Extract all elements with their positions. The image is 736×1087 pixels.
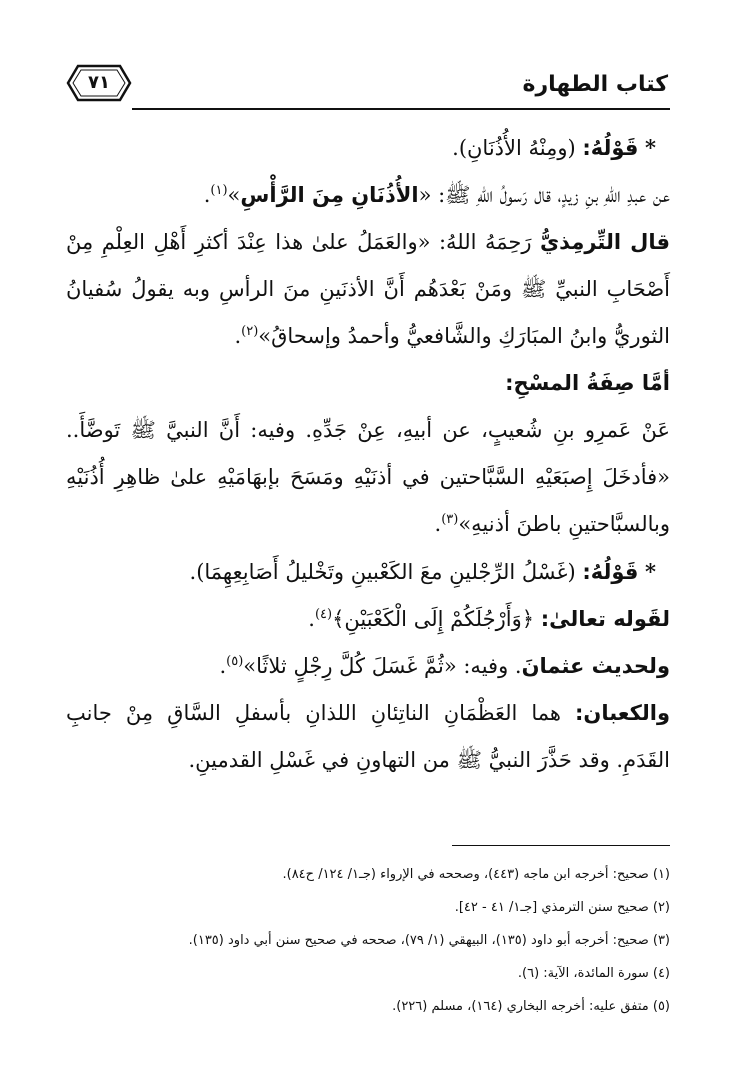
paragraph-end: . <box>203 183 211 207</box>
paragraph-label: قَوْلُهُ: <box>582 136 639 160</box>
footnote-4: (٤) سورة المائدة، الآية: (٦). <box>517 966 670 981</box>
paragraph-text: (ومِنْهُ الأُذُنَانِ). <box>452 136 576 160</box>
footnote-ref: (٣) <box>441 512 459 527</box>
section-heading <box>66 360 670 407</box>
bullet-star: * <box>645 135 656 160</box>
bullet-star: * <box>645 559 656 584</box>
paragraph-hadith-1 <box>66 172 670 219</box>
paragraph-label: ولحديث عثمانَ <box>521 654 670 678</box>
quran-verse: ﴿وَأَرْجُلَكُمْ إِلَى الْكَعْبَيْنِ﴾ <box>332 607 535 631</box>
paragraph-ankles <box>66 690 670 784</box>
page-number: ٧١ <box>88 72 110 93</box>
paragraph-end: . <box>234 324 242 348</box>
footnote-5: (٥) متفق عليه: أخرجه البخاري (١٦٤)، مسلم (٢٢٦). <box>392 999 670 1014</box>
footnotes <box>66 858 670 1023</box>
paragraph-uthman <box>66 643 670 690</box>
page-header <box>66 62 670 116</box>
footnote-ref: (٤) <box>314 607 333 622</box>
paragraph-text: عن عبدِ اللهِ بنِ زيدٍ، قال رَسولُ اللهِ ﷺ: « <box>418 183 670 207</box>
footnote-2: (٢) صحيح سنن الترمذي [جـ١/ ٤١ - ٤٢]. <box>454 900 670 915</box>
paragraph-quote-2 <box>66 548 670 596</box>
paragraph-label: والكعبان: <box>575 701 670 725</box>
main-text <box>66 124 670 784</box>
paragraph-quote-1 <box>66 124 670 172</box>
footnote-1: (١) صحيح: أخرجه ابن ماجه (٤٤٣)، وصححه في الإرواء (جـ١/ ١٢٤/ ح٨٤). <box>282 867 670 882</box>
paragraph-hadith-2 <box>66 407 670 548</box>
paragraph-end: . <box>308 607 315 631</box>
hadith-quote: الأُذُنَانِ مِنَ الرَّأْسِ <box>240 183 419 207</box>
footnote-ref: (٥) <box>226 654 244 669</box>
paragraph-text: رَحِمَهُ اللهُ: «والعَمَلُ علىٰ هذا عِنْدَ أكثرِ أَهْلِ العِلْمِ مِنْ أَصْحَابِ النبيِّ ﷺ ومَنْ بَعْدَهُم أَنَّ الأذنَينِ منَ الرأسِ وبه يقولُ سُفيانُ الثوريُّ وابنُ المبَارَكِ والشَّافعيُّ وأحمدُ وإسحاقُ» <box>66 230 670 348</box>
paragraph-text: . وفيه: «ثُمَّ غَسَلَ كُلَّ رِجْلٍ ثلاثًا» <box>243 654 522 678</box>
header-divider <box>132 108 670 110</box>
footnote-3: (٣) صحيح: أخرجه أبو داود (١٣٥)، البيهقي (١/ ٧٩)، صححه في صحيح سنن أبي داود (١٣٥). <box>188 933 670 948</box>
chapter-title: كتاب الطهارة <box>522 72 668 97</box>
paragraph-end: . <box>434 512 442 536</box>
paragraph-text: عَنْ عَمرِو بنِ شُعيبٍ، عن أبيهِ، عِنْ جَدِّهِ. وفيه: أَنَّ النبيَّ ﷺ تَوضَّأَ.. «فأدخَلَ إِصبَعَيْهِ السَّبَّاحتين في أذنَيْهِ ومَسَحَ بإبهَامَيْهِ علىٰ ظاهِرِ أُذُنَيْهِ وبالسبَّاحتينِ باطنَ أذنيهِ» <box>66 418 670 536</box>
footnote-ref: (١) <box>210 183 228 198</box>
footnote-divider <box>452 845 670 846</box>
footnote-ref: (٢) <box>241 324 259 339</box>
paragraph-text: (غَسْلُ الرِّجْلينِ معَ الكَعْبينِ وتَخْليلُ أَصَابِعِهِمَا). <box>189 560 576 584</box>
quote-close: » <box>227 183 241 207</box>
paragraph-label: قال التِّرمِذيُّ <box>539 230 670 254</box>
paragraph-label: قَوْلُهُ: <box>582 560 639 584</box>
section-heading-text: أمَّا صِفَةُ المسْحِ: <box>505 371 670 395</box>
page-number-badge <box>66 64 132 102</box>
paragraph-end: . <box>219 654 227 678</box>
paragraph-label: لقَوله تعالىٰ: <box>540 607 670 631</box>
paragraph-tirmidhi <box>66 219 670 360</box>
paragraph-text: هما العَظْمَانِ الناتِئانِ اللذانِ بأسفلِ السَّاقِ مِنْ جانبِ القَدَمِ. وقد حَذَّرَ النبيُّ ﷺ من التهاونِ في غَسْلِ القدمينِ. <box>66 701 670 772</box>
paragraph-verse <box>66 596 670 643</box>
